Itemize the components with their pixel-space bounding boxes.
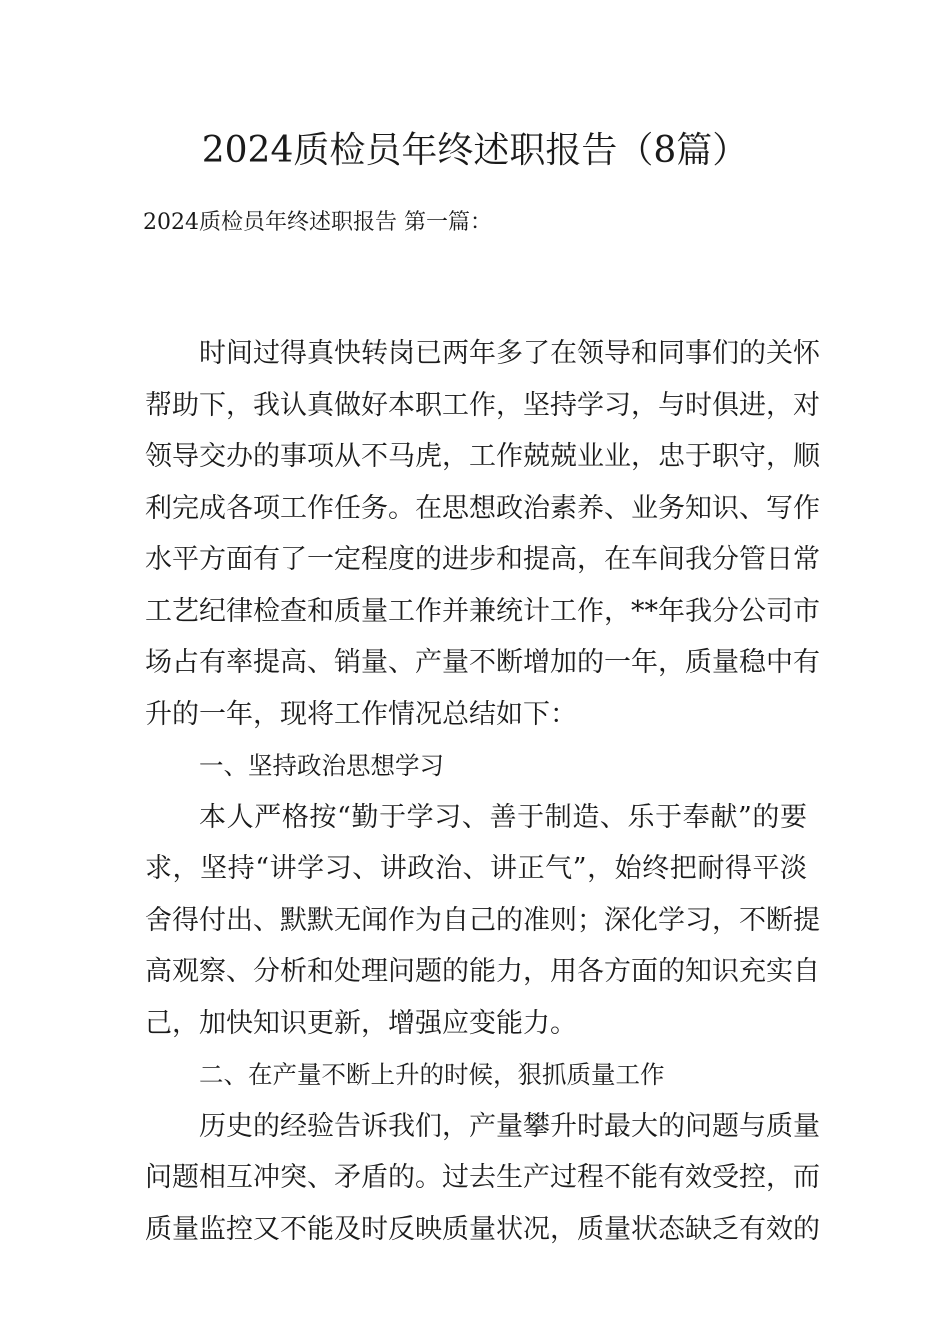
paragraph-line: 历史的经验告诉我们，产量攀升时最大的问题与质量 <box>199 1110 820 1142</box>
paragraph-line: 领导交办的事项从不马虎，工作兢兢业业，忠于职守，顺 <box>145 441 820 472</box>
paragraph-line: 时间过得真快转岗已两年多了在领导和同事们的关怀 <box>199 338 820 369</box>
paragraph-line: 升的一年，现将工作情况总结如下： <box>145 698 577 730</box>
paragraph-line: 高观察、分析和处理问题的能力，用各方面的知识充实自 <box>145 956 820 987</box>
paragraph-line: 工艺纪律检查和质量工作并兼统计工作，**年我分公司市 <box>145 595 820 627</box>
subheading: 二、在产量不断上升的时候，狠抓质量工作 <box>199 1060 665 1089</box>
paragraph-line: 场占有率提高、销量、产量不断增加的一年，质量稳中有 <box>145 647 820 678</box>
section-heading: 2024质检员年终述职报告 第一篇： <box>143 210 492 235</box>
paragraph-line: 问题相互冲突、矛盾的。过去生产过程不能有效受控，而 <box>145 1162 820 1193</box>
document-body <box>145 328 820 1255</box>
paragraph-line: 本人严格按“勤于学习、善于制造、乐于奉献”的要 <box>199 801 807 833</box>
paragraph-line: 水平方面有了一定程度的进步和提高，在车间我分管日常 <box>145 544 820 575</box>
paragraph-line: 质量监控又不能及时反映质量状况，质量状态缺乏有效的 <box>145 1213 820 1245</box>
paragraph-line: 己，加快知识更新，增强应变能力。 <box>145 1007 577 1039</box>
paragraph-line: 帮助下，我认真做好本职工作，坚持学习，与时俱进，对 <box>145 389 820 421</box>
subheading: 一、坚持政治思想学习 <box>199 751 444 780</box>
document-title: 2024质检员年终述职报告（8篇） <box>201 130 749 171</box>
paragraph-line: 利完成各项工作任务。在思想政治素养、业务知识、写作 <box>145 492 820 524</box>
paragraph-line: 求，坚持“讲学习、讲政治、讲正气”，始终把耐得平淡 <box>145 853 807 884</box>
paragraph-line: 舍得付出、默默无闻作为自己的准则；深化学习，不断提 <box>145 904 820 936</box>
